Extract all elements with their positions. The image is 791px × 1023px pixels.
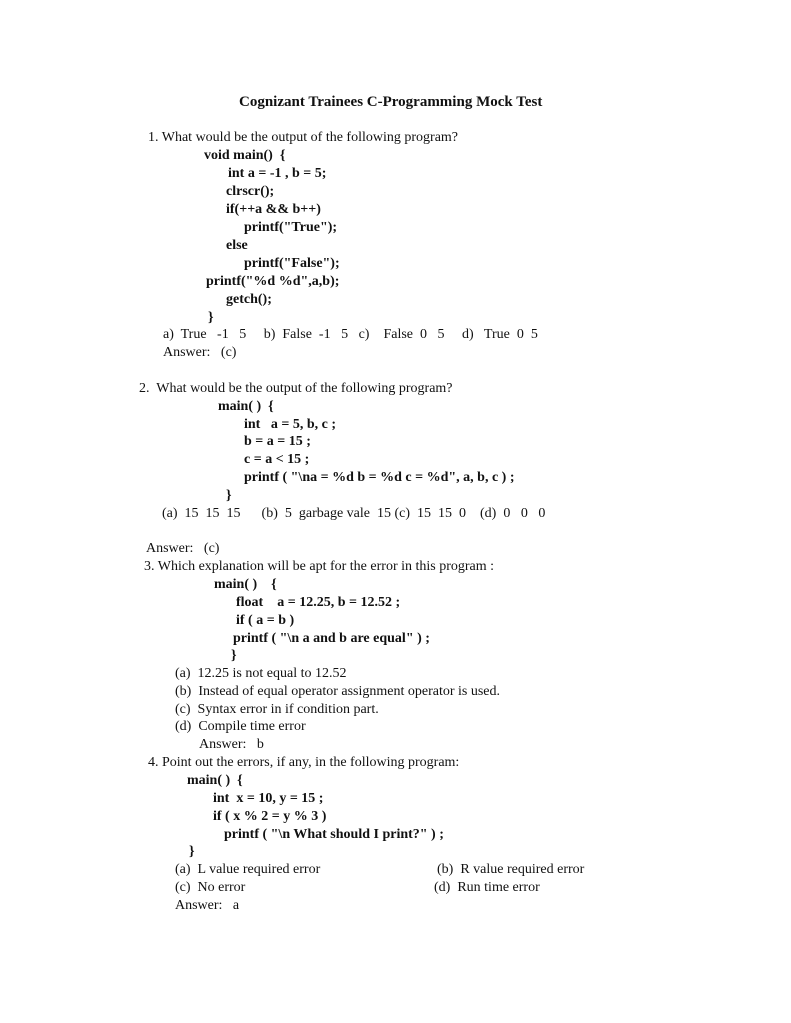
q3-code-line: printf ( "\n a and b are equal" ) ; bbox=[233, 631, 430, 646]
q2-options: (a) 15 15 15 (b) 5 garbage vale 15 (c) 15 15 0 (d) 0 0 0 bbox=[162, 506, 546, 521]
q3-answer: Answer: b bbox=[199, 737, 264, 752]
q3-code-line: main( ) { bbox=[214, 577, 277, 592]
q4-code-line: main( ) { bbox=[187, 773, 243, 788]
q3-code-line: float a = 12.25, b = 12.52 ; bbox=[236, 595, 401, 610]
q4-code-line: } bbox=[189, 844, 195, 859]
q1-code-line: else bbox=[226, 238, 248, 253]
q1-question: 1. What would be the output of the following program? bbox=[148, 130, 459, 145]
q4-question: 4. Point out the errors, if any, in the following program: bbox=[148, 755, 460, 770]
q4-option: (d) Run time error bbox=[434, 880, 540, 895]
q2-answer: Answer: (c) bbox=[146, 541, 220, 556]
q3-code-line: } bbox=[231, 648, 237, 663]
q4-code-line: int x = 10, y = 15 ; bbox=[213, 791, 324, 806]
q4-option: (a) L value required error bbox=[175, 862, 321, 877]
q2-code-line: main( ) { bbox=[218, 399, 274, 414]
q2-code-line: } bbox=[226, 488, 232, 503]
q1-code-line: if(++a && b++) bbox=[226, 202, 321, 217]
q2-code-line: b = a = 15 ; bbox=[244, 434, 311, 449]
q2-question: 2. What would be the output of the following program? bbox=[139, 381, 453, 396]
q3-option: (d) Compile time error bbox=[175, 719, 306, 734]
q2-code-line: c = a < 15 ; bbox=[244, 452, 310, 467]
q1-options: a) True -1 5 b) False -1 5 c) False 0 5 d) True 0 5 bbox=[163, 327, 538, 342]
q1-code-line: clrscr(); bbox=[226, 184, 275, 199]
q1-code-line: int a = -1 , b = 5; bbox=[228, 166, 327, 181]
q1-code-line: void main() { bbox=[204, 148, 286, 163]
q1-code-line: printf("False"); bbox=[244, 256, 340, 271]
q2-code-line: int a = 5, b, c ; bbox=[244, 417, 336, 432]
q3-option: (b) Instead of equal operator assignment operator is used. bbox=[175, 684, 501, 699]
q1-code-line: printf("%d %d",a,b); bbox=[206, 274, 340, 289]
q3-option: (a) 12.25 is not equal to 12.52 bbox=[175, 666, 347, 681]
q1-code-line: printf("True"); bbox=[244, 220, 338, 235]
q3-code-line: if ( a = b ) bbox=[236, 613, 295, 628]
q1-answer: Answer: (c) bbox=[163, 345, 237, 360]
q1-code-line: getch(); bbox=[226, 292, 272, 307]
q3-option: (c) Syntax error in if condition part. bbox=[175, 702, 379, 717]
q4-code-line: if ( x % 2 = y % 3 ) bbox=[213, 809, 327, 824]
q4-answer: Answer: a bbox=[175, 898, 240, 913]
q4-option: (c) No error bbox=[175, 880, 246, 895]
q1-code-line: } bbox=[208, 310, 214, 325]
page-title: Cognizant Trainees C-Programming Mock Test bbox=[239, 94, 543, 110]
q3-question: 3. Which explanation will be apt for the error in this program : bbox=[144, 559, 495, 574]
q4-option: (b) R value required error bbox=[437, 862, 585, 877]
q2-code-line: printf ( "\na = %d b = %d c = %d", a, b, c ) ; bbox=[244, 470, 515, 485]
q4-code-line: printf ( "\n What should I print?" ) ; bbox=[224, 827, 444, 842]
